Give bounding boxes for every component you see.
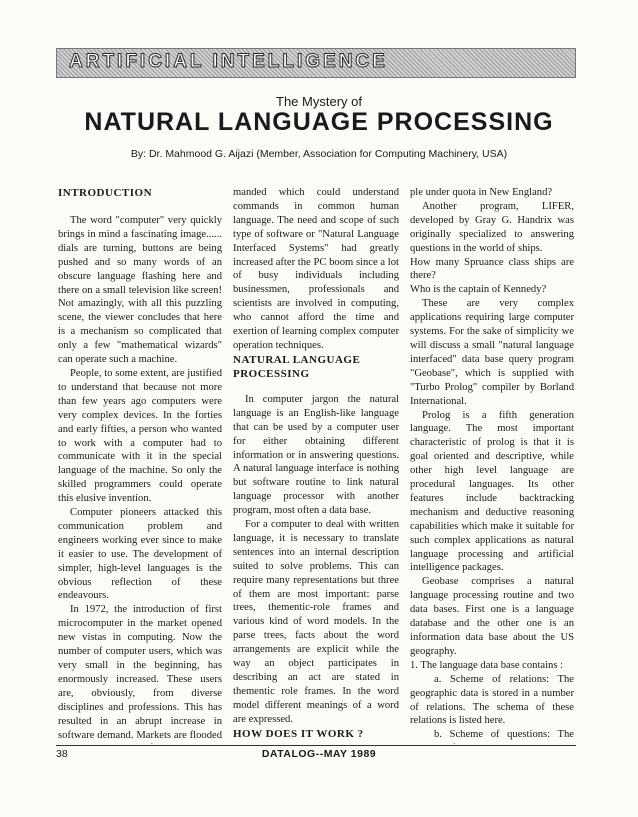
paragraph: Prolog is a fifth generation language. The most important characteristic of prolog is that it is goal oriented and descriptive, while other high level language are procedural languages. Its other features include backtracking mechanism and deductive reasoning capabilities which make it suitable for such complex applications as natural language processing and artificial intelligence packages. <box>410 409 574 574</box>
paragraph: manded which could understand commands in common human language. The need and scope of such type of software or "Natural Language Interfaced Systems" had greatly increased after the PC boom since a lot of busy individuals including businessmen, professionals and scientists are involved in computing, who cannot afford the time and exertion of learning complex computer operation techniques. <box>233 187 399 351</box>
text-column-1 <box>58 186 222 744</box>
list-item: a. Scheme of relations: The geographic data is stored in a number of relations. The schema of these relations is listed here. <box>410 673 574 727</box>
section-heading-how-it-works: HOW DOES IT WORK ? <box>233 727 364 740</box>
section-heading-nlp: NATURAL LANGUAGE PROCESSING <box>233 353 361 380</box>
page-number: 38 <box>56 748 68 760</box>
paragraph: The word "computer" very quickly brings in mind a fascinating image...... dials are turning, buttons are being pushed and so many words of an obscure language flashing here and there on a small television like screen! Not amazingly, with all this puzzling scene, the viewer concludes that here is a mechanism so complicated that only a few "mathematical wizards" can operate such a machine. <box>58 215 222 366</box>
section-banner-text: ARTIFICIAL INTELLIGENCE <box>69 51 388 72</box>
paragraph: Geobase comprises a natural language processing routine and two data bases. First one is a language database and the other one is an information data base about the US geography. <box>410 576 574 657</box>
paragraph: For a computer to deal with written language, it is necessary to translate sentences into an internal description suited to solve problems. This can require many representations but three of them are most important: parse trees, thementic-role frames and various kind of word models. In the parse trees, facts about the word arrangements are explicit while the way an object participates in describing an act are stated in thementic role frames. In the word model different meanings of a word are expressed. <box>233 519 399 725</box>
example-question: How many Spruance class ships are there? <box>410 256 574 282</box>
footer-divider <box>56 745 576 746</box>
paragraph: In computer jargon the natural language is an English-like language that can be used by a computer user for either obtaining different information or in answering questions. A natural language interface is nothing but software routine to link natural language processor with another program, most often a data base. <box>233 393 399 517</box>
paragraph: These are very complex applications requiring large computer systems. For the sake of simplicity we will discuss a small "natural language interfaced" data base query program "Geobase", which is supplied with "Turbo Prolog" compiler by Borland International. <box>410 298 574 407</box>
paragraph: In 1972, the introduction of first microcomputer in the market opened new vistas in computing. Now the number of computer users, which was very small in the beginning, has enormously increased. These users are, obviously, from diverse disciplines and professions. This has resulted in an abrupt increase in software demand. Markets are flooded <box>58 604 222 741</box>
list-item: 1. The language data base contains : <box>410 659 564 671</box>
text-column-3 <box>410 186 574 744</box>
section-heading-introduction: INTRODUCTION <box>58 187 153 199</box>
footer-publication-title: DATALOG--MAY 1989 <box>261 748 377 760</box>
article-kicker: The Mystery of <box>276 94 362 109</box>
paragraph: Another program, LIFER, developed by Gray G. Handrix was originally specialized to answering questions in the world of ships. <box>410 200 574 254</box>
example-question: Who is the captain of Kennedy? <box>410 284 547 296</box>
list-item: b. Scheme of questions: The <box>434 729 574 741</box>
article-byline: By: Dr. Mahmood G. Aijazi (Member, Association for Computing Machinery, USA) <box>130 148 508 160</box>
paragraph: Computer pioneers attacked this communication problem and engineers working ever since to make it easier to use. The development of simpler, high-level languages is the obvious reflection of these endeavours. <box>58 507 222 602</box>
paragraph: People, to some extent, are justified to understand that because not more than few years ago computers were very complex devices. In the forties and early fifties, a person who wanted to work with a computer had to communicate with it in the special language of the machine. So only the skilled programmers could operate this elusive invention. <box>58 367 222 505</box>
paragraph: ple under quota in New England? <box>410 187 553 198</box>
text-column-2 <box>233 186 399 744</box>
article-headline: NATURAL LANGUAGE PROCESSING <box>84 108 554 136</box>
section-banner <box>56 48 576 78</box>
